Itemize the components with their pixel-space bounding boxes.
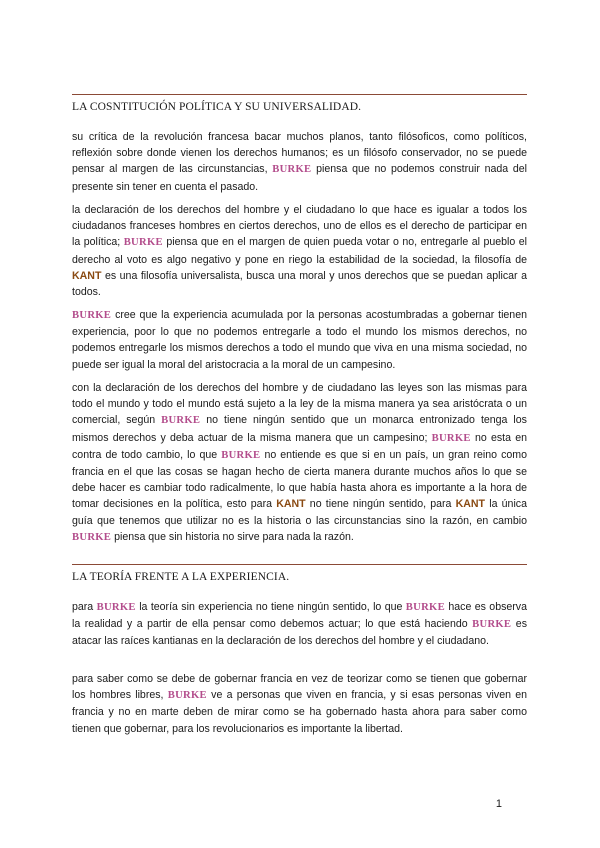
paragraph-2: la declaración de los derechos del hombre y el ciudadano lo que hace es igualar a todos los ciudadanos franceses hombres en ciertos derechos, uno de ellos es el derecho de participar en la política; BURKE piensa que en el margen de quien pueda votar o no, entregarle al pueblo el derecho al voto es algo negativo y pone en riego la estabilidad de la sociedad, la filosofía de KANT es una filosofía universalista, busca una moral y unos derechos que se puedan aplicar a todos. (72, 204, 527, 299)
name-burke: BURKE (472, 619, 512, 631)
name-kant: KANT (276, 498, 306, 511)
name-burke: BURKE (221, 449, 261, 461)
paragraph-1: su crítica de la revolución francesa bacar muchos planos, tanto filósoficos, como políticos, reflexión sobre donde vienen los derechos humanos; es un filósofo conservador, no se puede pensar al margen de las circunstancias, BURKE piensa que no podemos construir nada del presente sin tener en cuenta el pasado. (72, 131, 527, 193)
name-burke: BURKE (123, 237, 163, 249)
paragraph-6: para saber como se debe de gobernar francia en vez de teorizar como se tienen que gobernar los hombres libres, BURKE ve a personas que viven en francia, y si esas personas viven en francia y no en marte deben de mirar como se ha gobernado hasta ahora para saber como tienen que gobernar, para los revolucionarios es importante la libertad. (72, 673, 527, 735)
name-burke: BURKE (72, 310, 112, 321)
name-kant: KANT (455, 498, 486, 511)
name-burke: BURKE (161, 415, 201, 427)
name-burke: BURKE (72, 531, 112, 543)
paragraph-3: BURKE cree que la experiencia acumulada por la personas acostumbradas a gobernar tienen experiencia, poor lo que no podemos entregarle a todo el mundo los mismos derechos, no podemos entregarle los mismos derechos a todo el mundo que viva en una misma sociedad, no puede ser igual la moral del aristocracia a la moral de un campesino. (72, 309, 527, 371)
name-burke: BURKE (167, 690, 207, 702)
page-number: 1 (495, 798, 502, 810)
paragraph-5: para BURKE la teoría sin experiencia no tiene ningún sentido, lo que BURKE hace es observa la realidad y a partir de ella pensar como debemos actuar; lo que está haciendo BURKE es atacar las raíces kantianas en la declaración de los derechos del hombre y el ciudadano. (72, 601, 527, 648)
section-rule-top (72, 94, 527, 95)
name-burke: BURKE (405, 602, 445, 613)
paragraph-4: con la declaración de los derechos del hombre y de ciudadano las leyes son las mismas para todo el mundo y todo el mundo está sujeto a la ley de la misma manera ya sea aristócrata o un comercial, según BURKE no tiene ningún sentido que un monarca entronizado tenga los mismos derechos y deba actuar de la misma manera que un campesino; BURKE no esta en contra de todo cambio, lo que BURKE no entiende es que si en un país, un gran reino como francia en el que las cosas se hagan hecho de cierta manera durante muchos años lo que se debe hacer es cambiar todo radicalmente, lo que había hasta ahora es importante a la hora de tomar decisiones en la política, esto para KANT no tiene ningún sentido, para KANT la única guía que tenemos que utilizar no es la historia o las circunstancias sino la razón, en cambio BURKE piensa que sin historia no sirve para nada la razón. (72, 382, 528, 543)
name-burke: BURKE (96, 602, 136, 613)
section-rule-middle (72, 564, 527, 565)
section-heading-constitucion: LA COSNTITUCIÓN POLÍTICA Y SU UNIVERSALIDAD. (72, 101, 362, 113)
section-heading-teoria: LA TEORÍA FRENTE A LA EXPERIENCIA. (72, 571, 290, 583)
name-burke: BURKE (272, 164, 312, 176)
name-burke: BURKE (431, 432, 471, 444)
name-kant: KANT (72, 269, 102, 282)
